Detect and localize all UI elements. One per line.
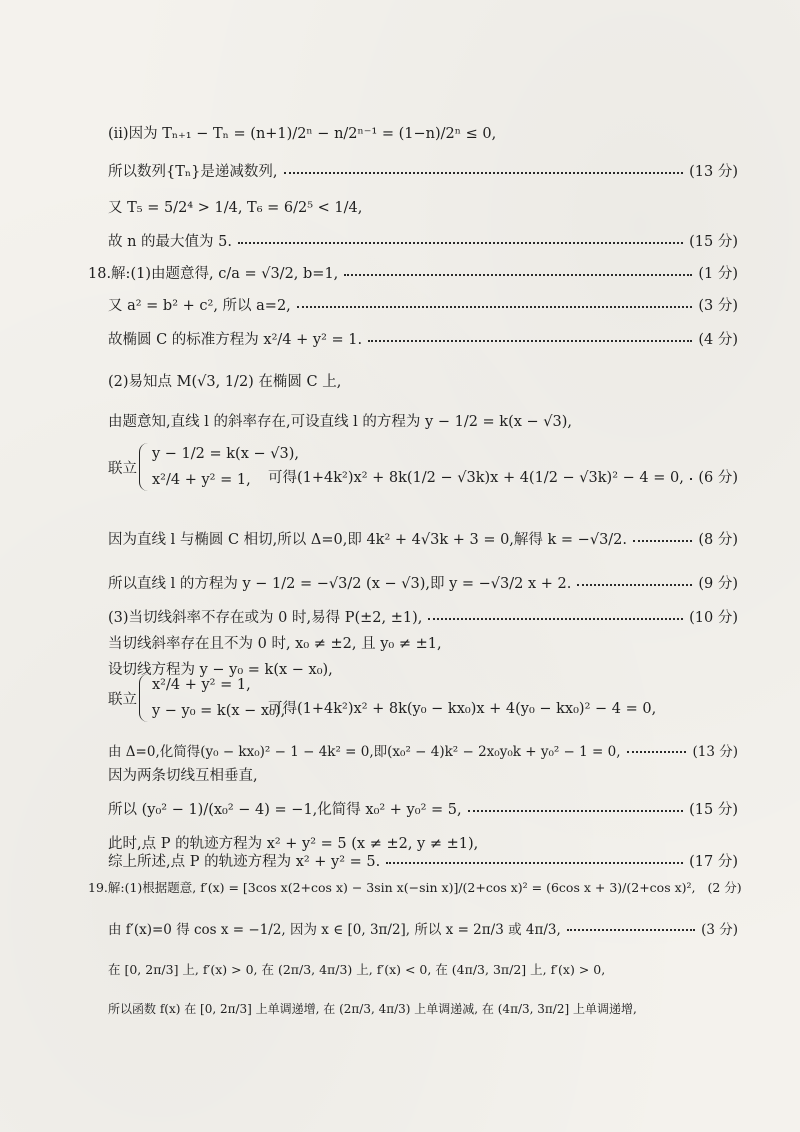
solution-line bbox=[0, 764, 800, 785]
line-text: 又 T₅ = 5/2⁴ > 1/4, T₆ = 6/2⁵ < 1/4, bbox=[108, 200, 363, 216]
line-text: (ii)因为 Tₙ₊₁ − Tₙ = (n+1)/2ⁿ − n/2ⁿ⁻¹ = (1−n)/2ⁿ ≤ 0, bbox=[108, 126, 497, 142]
dot-leader bbox=[690, 478, 693, 480]
solution-line bbox=[0, 160, 800, 181]
dot-leader bbox=[577, 584, 692, 586]
line-text: 设切线方程为 y − y₀ = k(x − x₀), bbox=[108, 662, 333, 678]
solution-line bbox=[0, 230, 800, 251]
score-label: (15 分) bbox=[689, 234, 738, 250]
dot-leader bbox=[428, 618, 683, 620]
line-text: (2)易知点 M(√3, 1/2) 在椭圆 C 上, bbox=[108, 374, 342, 390]
solution-line bbox=[0, 697, 800, 718]
solution-line bbox=[0, 328, 800, 349]
solution-line bbox=[0, 878, 800, 896]
line-text: 当切线斜率存在且不为 0 时, x₀ ≠ ±2, 且 y₀ ≠ ±1, bbox=[108, 636, 442, 652]
line-text: 可得(1+4k²)x² + 8k(y₀ − kx₀)x + 4(y₀ − kx₀)² − 4 = 0, bbox=[268, 701, 657, 717]
score-label: (3 分) bbox=[698, 298, 738, 314]
line-text: 由 f′(x)=0 得 cos x = −1/2, 因为 x ∈ [0, 3π/2], 所以 x = 2π/3 或 4π/3, bbox=[108, 922, 561, 938]
solution-line bbox=[0, 370, 800, 391]
solution-line bbox=[0, 1000, 800, 1017]
dot-leader bbox=[284, 172, 684, 174]
line-text: 因为直线 l 与椭圆 C 相切,所以 Δ=0,即 4k² + 4√3k + 3 = 0,解得 k = −√3/2. bbox=[108, 532, 628, 548]
solution-line bbox=[0, 572, 800, 593]
system-row: x²/4 + y² = 1, bbox=[152, 472, 251, 488]
solution-line bbox=[0, 960, 800, 978]
line-text: 所以 (y₀² − 1)/(x₀² − 4) = −1,化简得 x₀² + y₀² = 5, bbox=[108, 802, 462, 818]
solution-line bbox=[0, 740, 800, 760]
solution-line bbox=[0, 196, 800, 217]
solution-line bbox=[0, 632, 800, 653]
line-text: 19.解:(1)根据题意, f′(x) = [3cos x(2+cos x) − 3sin x(−sin x)]/(2+cos x)² = (6cos x + 3)/(2+cos x)², bbox=[88, 880, 696, 895]
line-text: 因为两条切线互相垂直, bbox=[108, 768, 258, 784]
dot-leader bbox=[344, 274, 692, 276]
score-label: (2 分) bbox=[707, 880, 742, 895]
dot-leader bbox=[297, 306, 693, 308]
line-text: 所以函数 f(x) 在 [0, 2π/3] 上单调递增, 在 (2π/3, 4π/3) 上单调递减, 在 (4π/3, 3π/2] 上单调递增, bbox=[108, 1002, 637, 1016]
dot-leader bbox=[368, 340, 692, 342]
score-label: (15 分) bbox=[689, 802, 738, 818]
line-text: (3)当切线斜率不存在或为 0 时,易得 P(±2, ±1), bbox=[108, 610, 423, 626]
dot-leader bbox=[386, 862, 683, 864]
system-row: y − y₀ = k(x − x₀), bbox=[152, 703, 286, 719]
score-label: (3 分) bbox=[701, 922, 738, 938]
line-text: 又 a² = b² + c², 所以 a=2, bbox=[108, 298, 291, 314]
solution-line bbox=[0, 122, 800, 143]
dot-leader bbox=[567, 929, 695, 931]
dot-leader bbox=[238, 242, 683, 244]
dot-leader bbox=[627, 751, 687, 753]
dot-leader bbox=[468, 810, 684, 812]
line-text: 18.解:(1)由题意得, c/a = √3/2, b=1, bbox=[88, 266, 339, 282]
line-text: 故椭圆 C 的标准方程为 x²/4 + y² = 1. bbox=[108, 332, 363, 348]
line-text: 由题意知,直线 l 的斜率存在,可设直线 l 的方程为 y − 1/2 = k(x − √3), bbox=[108, 414, 573, 430]
score-label: (13 分) bbox=[689, 164, 738, 180]
solution-line bbox=[0, 294, 800, 315]
solution-line bbox=[0, 466, 800, 487]
score-label: (6 分) bbox=[698, 470, 738, 486]
line-text: 所以数列{Tₙ}是递减数列, bbox=[108, 164, 278, 180]
score-label: (4 分) bbox=[698, 332, 738, 348]
solution-line bbox=[0, 850, 800, 871]
line-text: 此时,点 P 的轨迹方程为 x² + y² = 5 (x ≠ ±2, y ≠ ±1), bbox=[108, 836, 479, 852]
solution-line bbox=[0, 798, 800, 819]
system-label: 联立 bbox=[108, 460, 137, 477]
line-text: 所以直线 l 的方程为 y − 1/2 = −√3/2 (x − √3),即 y = −√3/2 x + 2. bbox=[108, 576, 572, 592]
dot-leader bbox=[633, 540, 692, 542]
line-text: 综上所述,点 P 的轨迹方程为 x² + y² = 5. bbox=[108, 854, 381, 870]
system-row: y − 1/2 = k(x − √3), bbox=[152, 446, 299, 462]
solution-line bbox=[0, 606, 800, 627]
system-row: x²/4 + y² = 1, bbox=[152, 677, 251, 693]
score-label: (9 分) bbox=[698, 576, 738, 592]
solution-line bbox=[0, 262, 800, 283]
score-label: (10 分) bbox=[689, 610, 738, 626]
line-text: 由 Δ=0,化简得(y₀ − kx₀)² − 1 − 4k² = 0,即(x₀² − 4)k² − 2x₀y₀k + y₀² − 1 = 0, bbox=[108, 744, 621, 760]
solution-line bbox=[0, 528, 800, 549]
score-label: (8 分) bbox=[698, 532, 738, 548]
score-label: (13 分) bbox=[692, 744, 738, 760]
system-label: 联立 bbox=[108, 691, 137, 708]
score-label: (1 分) bbox=[698, 266, 738, 282]
solution-line bbox=[0, 410, 800, 431]
score-label: (17 分) bbox=[689, 854, 738, 870]
line-text: 故 n 的最大值为 5. bbox=[108, 234, 232, 250]
line-text: 可得(1+4k²)x² + 8k(1/2 − √3k)x + 4(1/2 − √3k)² − 4 = 0, bbox=[268, 470, 684, 486]
line-text: 在 [0, 2π/3] 上, f′(x) > 0, 在 (2π/3, 4π/3) 上, f′(x) < 0, 在 (4π/3, 3π/2] 上, f′(x) > 0, bbox=[108, 962, 606, 977]
solution-line bbox=[0, 918, 800, 938]
